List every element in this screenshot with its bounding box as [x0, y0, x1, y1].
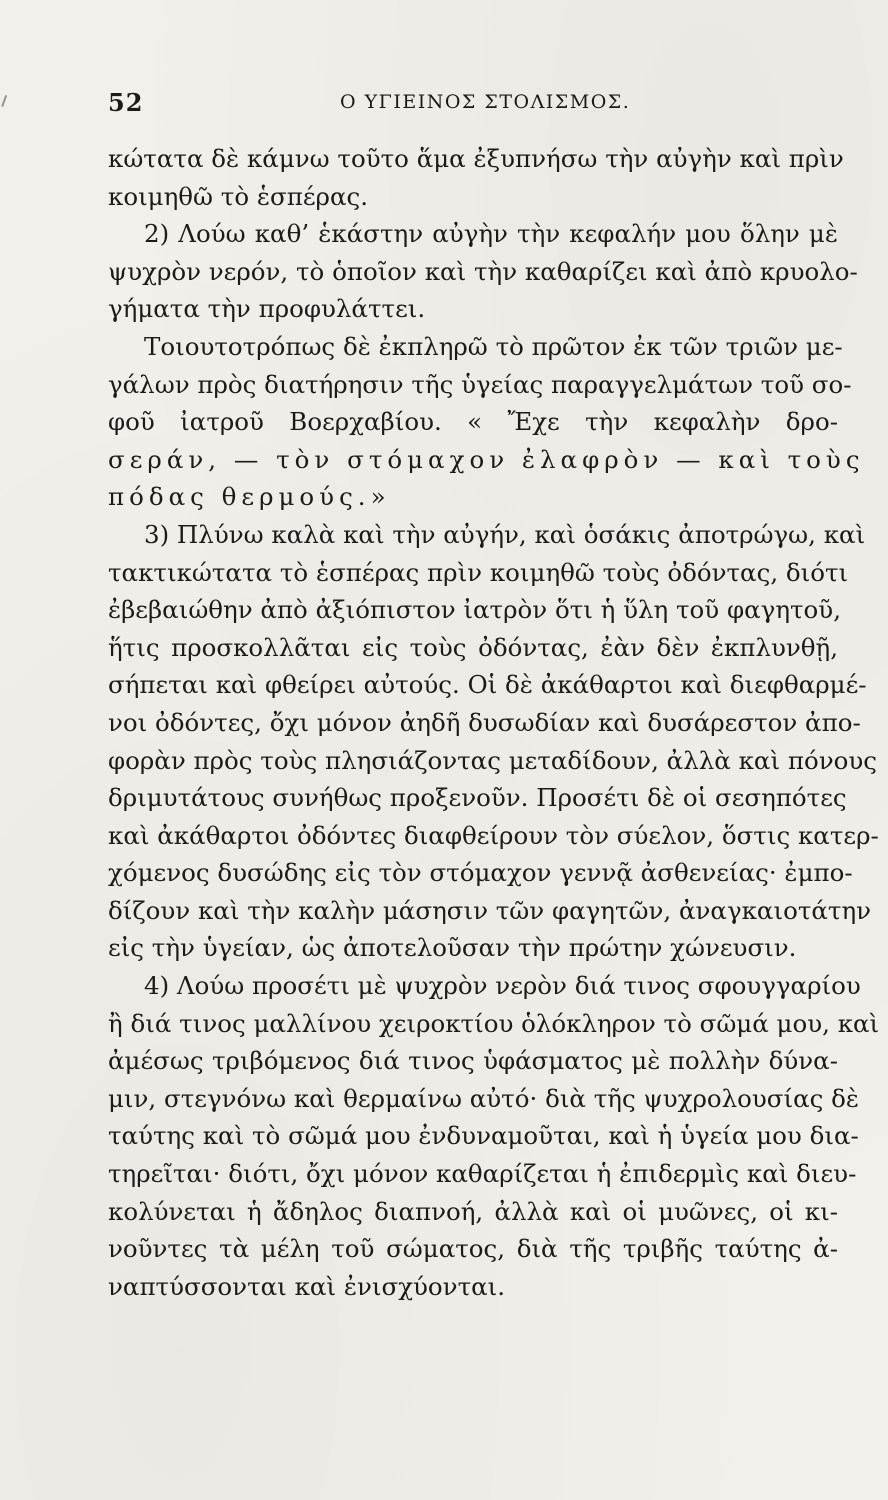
text-line: σήπεται καὶ φθείρει αὐτούς. Οἱ δὲ ἀκάθαρτοι καὶ διεφθαρμέ-: [108, 670, 867, 700]
text-line: ἀμέσως τριβόμενος διά τινος ὑφάσματος μὲ πολλὴν δύνα-: [108, 1046, 838, 1076]
text-line: ναπτύσσονται καὶ ἐνισχύονται.: [108, 1271, 506, 1301]
text-line: φοῦ ἰατροῦ Βοερχαβίου. « Ἔχε τὴν κεφαλὴν δρο-: [108, 407, 838, 437]
text-line: γήματα τὴν προφυλάττει.: [108, 294, 426, 324]
text-line: ἥτις προσκολλᾶται εἰς τοὺς ὀδόντας, ἐὰν δὲν ἐκπλυνθῇ,: [108, 632, 838, 662]
text-line: κολύνεται ἡ ἄδηλος διαπνοή, ἀλλὰ καὶ οἱ μυῶνες, οἱ κι-: [108, 1196, 838, 1226]
margin-mark: [1, 95, 13, 109]
text-line: χόμενος δυσώδης εἰς τὸν στόμαχον γεννᾷ ἀσθενείας· ἐμπο-: [108, 858, 853, 888]
text-line: πόδας θερμούς.»: [108, 482, 391, 512]
text-line: κώτατα δὲ κάμνω τοῦτο ἅμα ἐξυπνήσω τὴν αὐγὴν καὶ πρὶν: [108, 144, 844, 173]
text-line: μιν, στεγνόνω καὶ θερμαίνω αὐτό· διὰ τῆς ψυχρολουσίας δὲ: [108, 1083, 860, 1113]
text-line: Τοιουτοτρόπως δὲ ἐκπληρῶ τὸ πρῶτον ἐκ τῶν τριῶν με-: [144, 331, 843, 361]
page-header: [108, 88, 828, 118]
text-line: τηρεῖται· διότι, ὄχι μόνον καθαρίζεται ἡ ἐπιδερμὶς καὶ διευ-: [108, 1159, 857, 1189]
running-title: Ο ΥΓΙΕΙΝΟΣ ΣΤΟΛΙΣΜΟΣ.: [340, 91, 631, 113]
text-line: νοι ὀδόντες, ὄχι μόνον ἀηδῆ δυσωδίαν καὶ δυσάρεστον ἀπο-: [108, 707, 861, 737]
text-line: τακτικώτατα τὸ ἑσπέρας πρὶν κοιμηθῶ τοὺς ὀδόντας, διότι: [108, 557, 849, 587]
text-line: δίζουν καὶ τὴν καλὴν μάσησιν τῶν φαγητῶν, ἀναγκαιοτάτην: [108, 895, 872, 925]
text-line: καὶ ἀκάθαρτοι ὀδόντες διαφθείρουν τὸν σύελον, ὅστις κατερ-: [108, 820, 879, 850]
text-line: 2) Λούω καθ’ ἑκάστην αὐγὴν τὴν κεφαλήν μου ὅλην μὲ: [144, 219, 838, 249]
text-line: φορὰν πρὸς τοὺς πλησιάζοντας μεταδίδουν, ἀλλὰ καὶ πόνους: [108, 745, 877, 775]
text-line: ψυχρὸν νερόν, τὸ ὁποῖον καὶ τὴν καθαρίζει καὶ ἀπὸ κρυολο-: [108, 256, 858, 286]
text-line: 3) Πλύνω καλὰ καὶ τὴν αὐγήν, καὶ ὁσάκις ἀποτρώγω, καὶ: [144, 519, 866, 549]
text-line: 4) Λούω προσέτι μὲ ψυχρὸν νερὸν διά τινος σφουγγαρίου: [144, 971, 861, 1001]
text-line: εἰς τὴν ὑγείαν, ὡς ἀποτελοῦσαν τὴν πρώτην χώνευσιν.: [108, 933, 797, 963]
text-line: σεράν, — τὸν στόμαχον ἐλαφρὸν — καὶ τοὺς: [108, 444, 865, 474]
page-number: 52: [108, 88, 144, 117]
text-line: δριμυτάτους συνήθως προξενοῦν. Προσέτι δὲ οἱ σεσηπότες: [108, 783, 847, 813]
text-line: ταύτης καὶ τὸ σῶμά μου ἐνδυναμοῦται, καὶ ἡ ὑγεία μου δια-: [108, 1121, 859, 1151]
text-line: γάλων πρὸς διατήρησιν τῆς ὑγείας παραγγελμάτων τοῦ σο-: [108, 369, 852, 399]
text-line: νοῦντες τὰ μέλη τοῦ σώματος, διὰ τῆς τριβῆς ταύτης ἀ-: [108, 1234, 838, 1264]
body-text: [108, 140, 880, 1305]
text-line: ἐβεβαιώθην ἀπὸ ἀξιόπιστον ἰατρὸν ὅτι ἡ ὕλη τοῦ φαγητοῦ,: [108, 595, 841, 625]
text-line: κοιμηθῶ τὸ ἑσπέρας.: [108, 181, 369, 211]
text-line: ἢ διά τινος μαλλίνου χειροκτίου ὁλόκληρον τὸ σῶμά μου, καὶ: [108, 1008, 880, 1038]
